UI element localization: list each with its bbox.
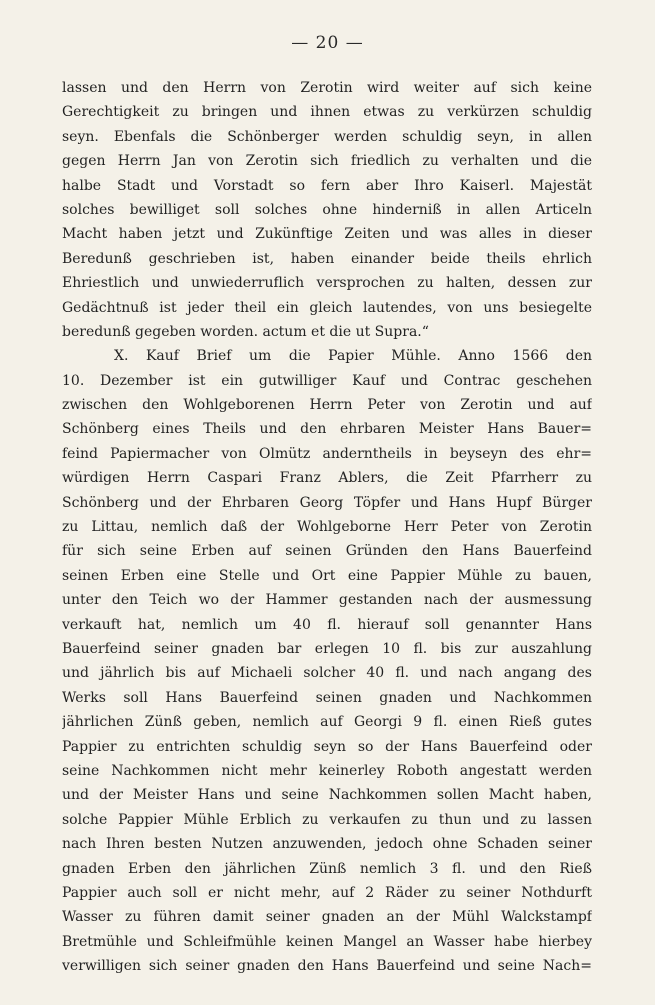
text-line: für sich seine Erben auf seinen Gründen den Hans Bauerfeind (62, 543, 592, 560)
text-line: halbe Stadt und Vorstadt so fern aber Ihro Kaiserl. Majestät (62, 177, 592, 194)
text-line: Pappier auch soll er nicht mehr, auf 2 Räder zu seiner Nothdurft (62, 884, 592, 901)
text-line: und der Meister Hans und seine Nachkommen sollen Macht haben, (62, 787, 592, 804)
text-line: Bauerfeind seiner gnaden bar erlegen 10 fl. bis zur auszahlung (62, 640, 592, 657)
text-line: 10. Dezember ist ein gutwilliger Kauf und Contrac geschehen (62, 372, 592, 389)
text-line: Schönberg eines Theils und den ehrbaren Meister Hans Bauer= (62, 421, 592, 438)
text-line: und jährlich bis auf Michaeli solcher 40 fl. und nach angang des (62, 665, 592, 682)
text-line: Werks soll Hans Bauerfeind seinen gnaden und Nachkommen (62, 689, 592, 706)
body-text (62, 76, 592, 978)
text-line: Gedächtnuß ist jeder theil ein gleich lautendes, von uns besiegelte (62, 299, 592, 316)
text-line: Bretmühle und Schleifmühle keinen Mangel an Wasser habe hierbey (62, 933, 592, 950)
text-line: zwischen den Wohlgeborenen Herrn Peter von Zerotin und auf (62, 397, 592, 414)
text-line: Wasser zu führen damit seiner gnaden an der Mühl Walckstampf (62, 909, 592, 926)
text-line: verwilligen sich seiner gnaden den Hans Bauerfeind und seine Nach= (62, 958, 592, 975)
text-line: seine Nachkommen nicht mehr keinerley Roboth angestatt werden (62, 762, 592, 779)
text-line: unter den Teich wo der Hammer gestanden nach der ausmessung (62, 592, 592, 609)
text-line: lassen und den Herrn von Zerotin wird weiter auf sich keine (62, 80, 592, 96)
text-line: würdigen Herrn Caspari Franz Ablers, die Zeit Pfarrherr zu (62, 470, 592, 487)
text-line: verkauft hat, nemlich um 40 fl. hierauf soll genannter Hans (62, 616, 592, 633)
text-line: Schönberg und der Ehrbaren Georg Töpfer und Hans Hupf Bürger (62, 494, 592, 511)
text-line: jährlichen Zünß geben, nemlich auf Georgi 9 fl. einen Rieß gutes (62, 714, 592, 731)
text-line: beredunß gegeben worden. actum et die ut Supra.“ (62, 323, 429, 340)
text-line: zu Littau, nemlich daß der Wohlgeborne Herr Peter von Zerotin (62, 519, 592, 536)
section-heading-line: X. Kauf Brief um die Papier Mühle. Anno 1566 den (114, 348, 592, 365)
text-line: Gerechtigkeit zu bringen und ihnen etwas zu verkürzen schuldig (62, 104, 592, 121)
text-line: Macht haben jetzt und Zukünftige Zeiten und was alles in dieser (62, 226, 592, 243)
text-line: solche Pappier Mühle Erblich zu verkaufen zu thun und zu lassen (62, 811, 592, 828)
text-line: gegen Herrn Jan von Zerotin sich friedlich zu verhalten und die (62, 153, 592, 170)
text-line: Beredunß geschrieben ist, haben einander beide theils ehrlich (62, 250, 592, 267)
text-line: nach Ihren besten Nutzen anzuwenden, jedoch ohne Schaden seiner (62, 836, 592, 853)
text-line: solches bewilliget soll solches ohne hinderniß in allen Articeln (62, 201, 592, 218)
text-line: gnaden Erben den jährlichen Zünß nemlich 3 fl. und den Rieß (62, 860, 592, 877)
text-line: feind Papiermacher von Olmütz anderntheils in beyseyn des ehr= (62, 445, 592, 462)
page-number: — 20 — (291, 33, 364, 53)
text-line: Ehriestlich und unwiederruflich versprochen zu halten, dessen zur (62, 275, 592, 292)
text-line: seyn. Ebenfals die Schönberger werden schuldig seyn, in allen (62, 128, 592, 145)
text-line: Pappier zu entrichten schuldig seyn so der Hans Bauerfeind oder (62, 738, 592, 755)
text-line: seinen Erben eine Stelle und Ort eine Pappier Mühle zu bauen, (62, 567, 592, 584)
